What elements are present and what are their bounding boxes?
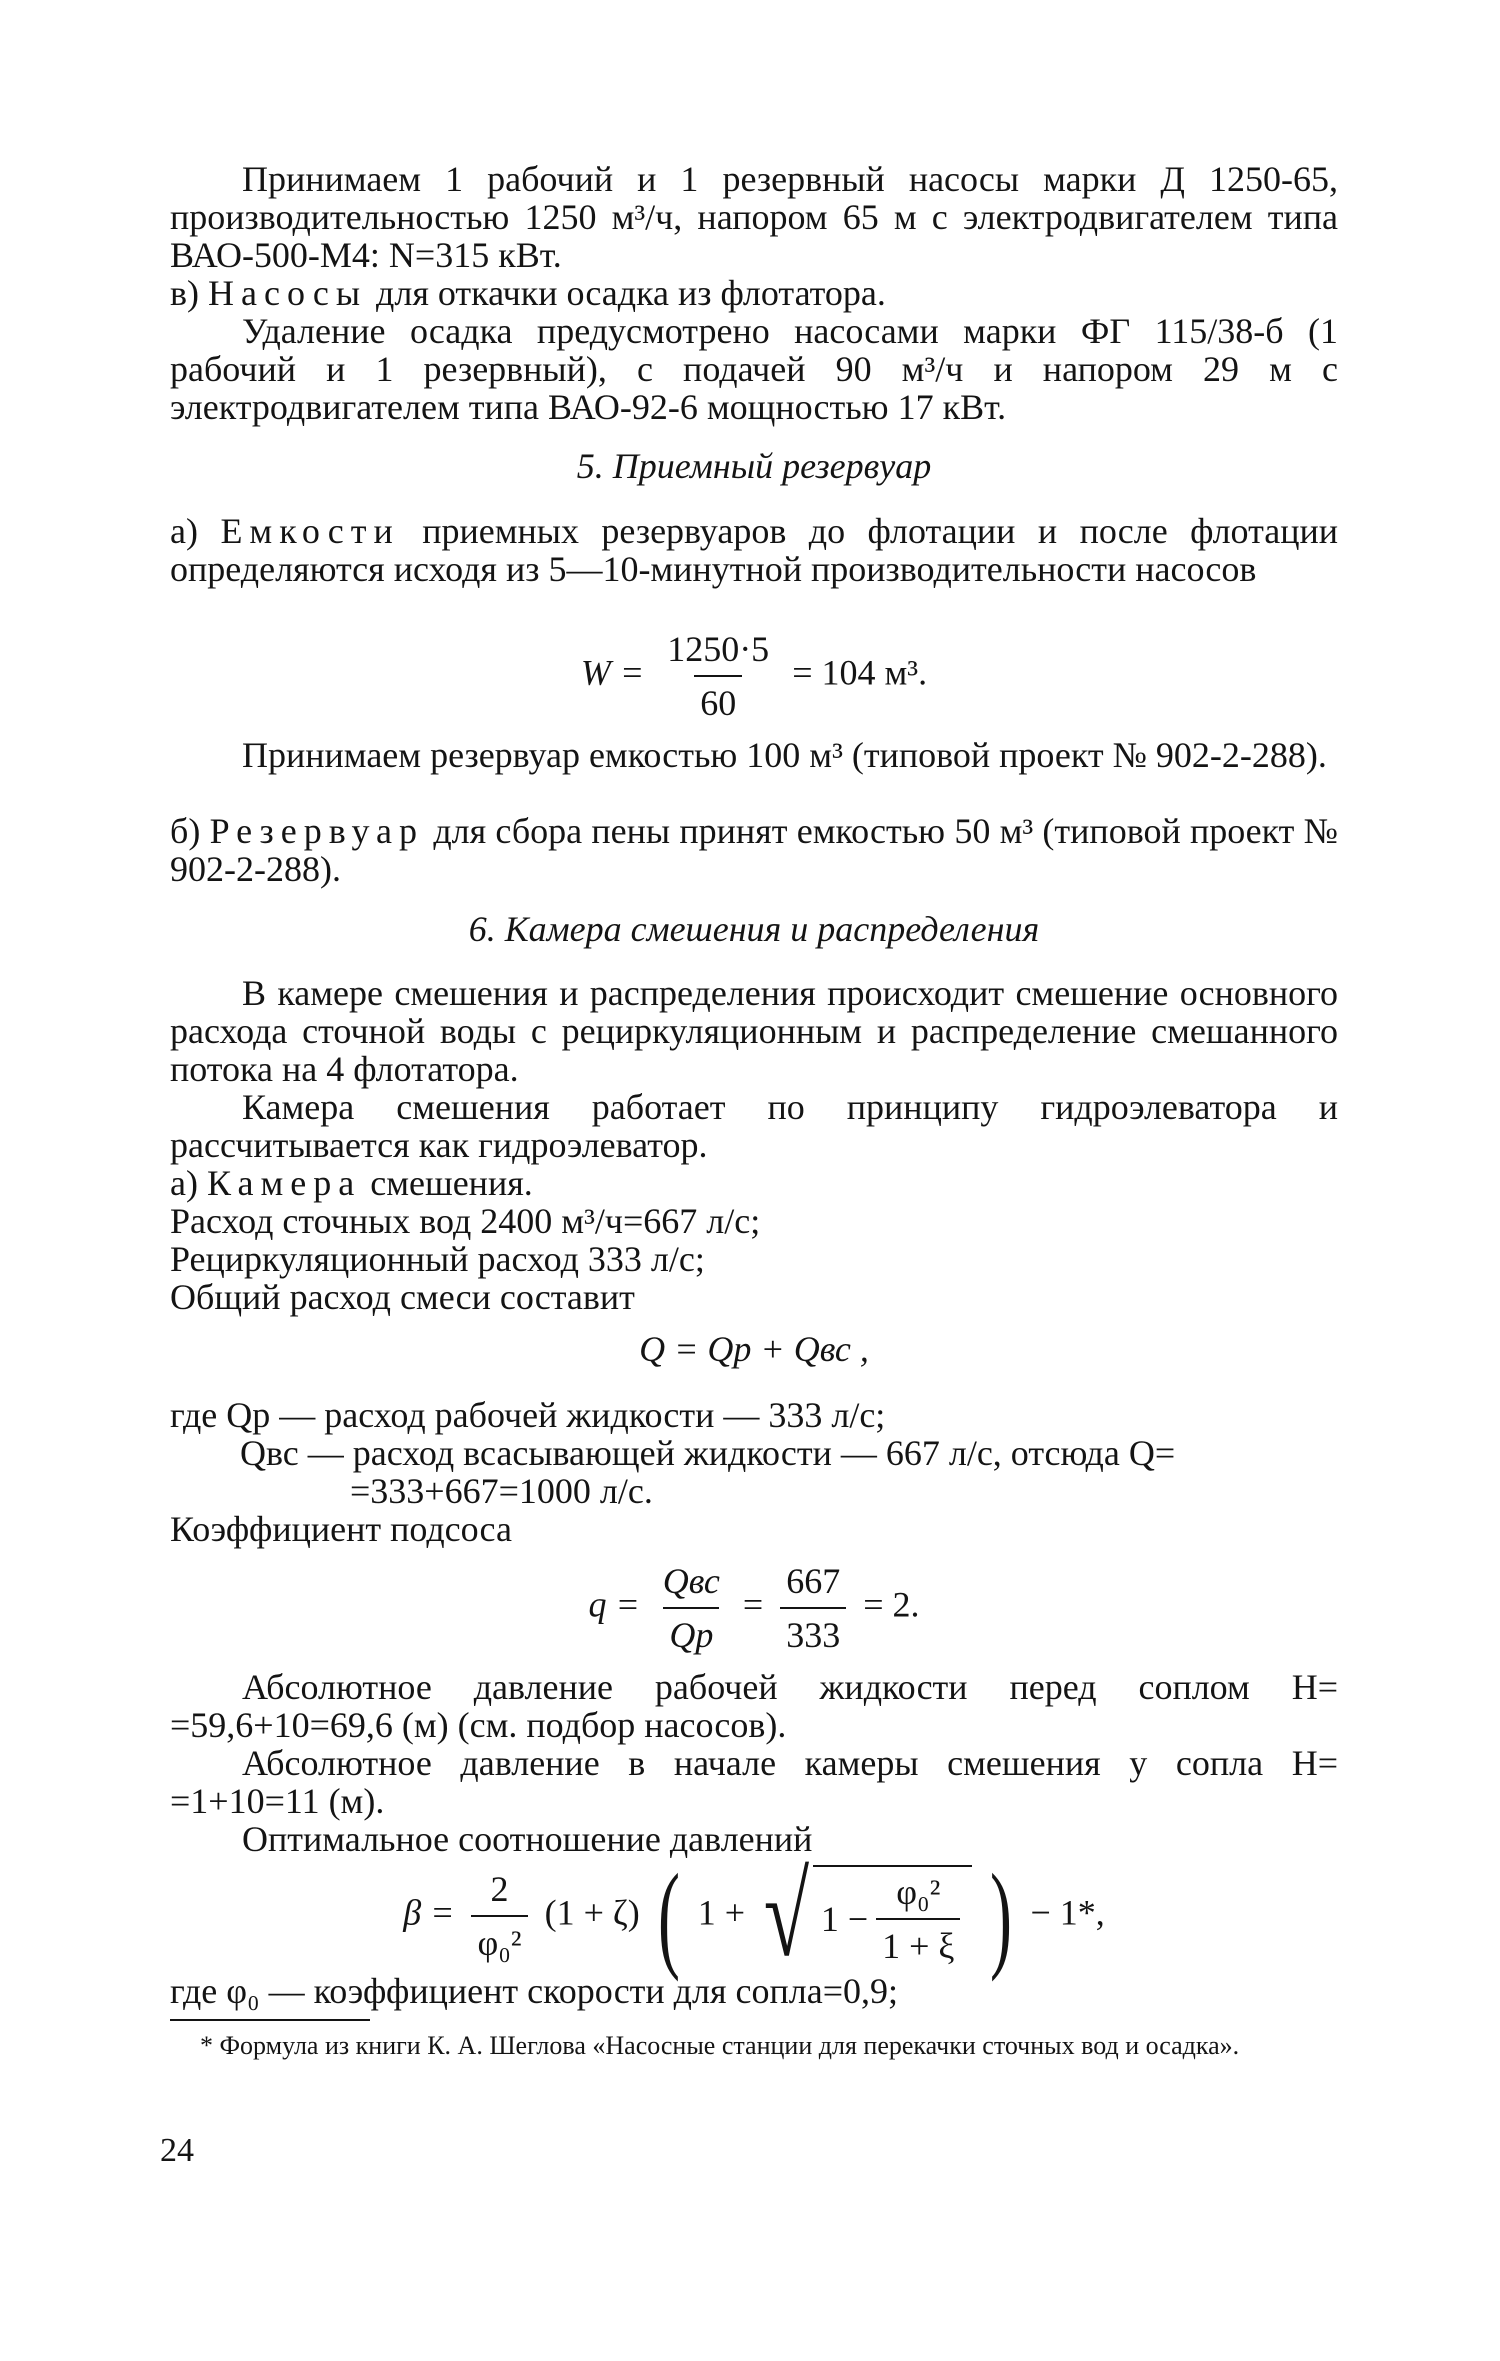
item-v [170, 274, 1338, 312]
numerator: 1250·5 [667, 629, 770, 669]
item-a-5 [170, 512, 1338, 588]
formula-lhs: W = [580, 652, 645, 693]
item-spaced-word: Резервуар [209, 811, 425, 851]
fraction [661, 628, 775, 724]
inner-one-plus: 1 + [697, 1892, 746, 1933]
radicand [813, 1865, 973, 1967]
item-a-6 [170, 1164, 1338, 1202]
line-total-flow: Общий расход смеси составит [170, 1277, 635, 1317]
item-b-5 [170, 812, 1338, 888]
formula-lhs: β = [403, 1892, 455, 1933]
paragraph-optimal-ratio: Оптимальное соотношение давлений [242, 1819, 813, 1859]
footnote: * Формула из книги К. А. Шеглова «Насосные станции для перекачки сточных вод и осадка». [200, 2031, 1240, 2060]
item-spaced-word: Насосы [208, 273, 368, 313]
where-qp: где Qр — расход рабочей жидкости — 333 л/с; [170, 1395, 886, 1435]
section-heading-6: 6. Камера смешения и распределения [468, 909, 1040, 949]
numerator: Qвс [662, 1561, 720, 1601]
formula-tail: − 1*, [1030, 1892, 1105, 1933]
left-paren: ( [657, 1849, 680, 1982]
fraction-flows [657, 1560, 726, 1656]
formula-beta [170, 1849, 1338, 1982]
item-spaced-word: Емкости [220, 511, 400, 551]
item-label: б) [170, 811, 201, 851]
formula-lhs: q = [588, 1584, 640, 1625]
where-phi: где φ₀ — коэффициент скорости для сопла=0,9; [170, 1971, 898, 2011]
fraction-two-phi [471, 1868, 527, 1964]
paragraph-tank: Принимаем резервуар емкостью 100 м³ (типовой проект № 902-2-288). [242, 735, 1327, 775]
footnote-divider [170, 2019, 370, 2021]
where-qvs: Qвс — расход всасывающей жидкости — 667 л/с, отсюда Q= [240, 1433, 1176, 1473]
paragraph-sludge: Удаление осадка предусмотрено насосами марки ФГ 115/38-б (1 рабочий и 1 резервный), с подачей 90 м³/ч и напором 29 м с электродвигателем типа ВАО-92-6 мощностью 17 кВт. [170, 311, 1338, 427]
denominator: 1 + ξ [876, 1918, 960, 1967]
paragraph-pressure-chamber: Абсолютное давление в начале камеры смешения у сопла H= =1+10=11 (м). [170, 1743, 1338, 1821]
formula-suction-ratio [170, 1560, 1338, 1656]
numerator: 667 [786, 1561, 841, 1601]
paragraph-hydroelevator: Камера смешения работает по принципу гидроэлеватора и рассчитывается как гидроэлеватор. [170, 1087, 1338, 1165]
radical-sign-icon: √ [763, 1850, 810, 1981]
line-recirculation-flow: Рециркуляционный расход 333 л/с; [170, 1239, 705, 1279]
formula-w [170, 628, 1338, 724]
denominator: 60 [694, 675, 742, 724]
fraction-values [780, 1560, 846, 1656]
paragraph-pumps: Принимаем 1 рабочий и 1 резервный насосы марки Д 1250-65, производительностью 1250 м³/ч, напором 65 м с электродвигателем типа ВАО-500-М4: N=315 кВт. [170, 159, 1338, 275]
right-paren: ) [990, 1849, 1013, 1982]
item-spaced-word: Камера [206, 1163, 362, 1203]
formula-q-text: Q = Qр + Qвс , [639, 1329, 869, 1369]
page-number: 24 [160, 2132, 194, 2169]
square-root [754, 1850, 972, 1981]
denominator: φ₀² [471, 1915, 527, 1964]
fraction-radicand [876, 1871, 960, 1967]
denominator: 333 [780, 1607, 846, 1656]
item-text: приемных резервуаров до флотации и после флотации определяются исходя из 5—10-минутной производительности насосов [170, 511, 1339, 589]
numerator: φ₀² [896, 1872, 941, 1912]
item-text: смешения. [370, 1163, 533, 1203]
formula-rhs: = 2. [863, 1584, 920, 1625]
radicand-one-minus: 1 − [820, 1899, 869, 1939]
item-label: а) [170, 511, 198, 551]
item-label: в) [170, 273, 199, 313]
line-suction-coefficient: Коэффициент подсоса [170, 1509, 512, 1549]
line-wastewater-flow: Расход сточных вод 2400 м³/ч=667 л/с; [170, 1201, 761, 1241]
factor-zeta: (1 + ζ) [544, 1892, 640, 1933]
numerator: 2 [490, 1869, 509, 1909]
paragraph-pressure-nozzle: Абсолютное давление рабочей жидкости перед соплом H= =59,6+10=69,6 (м) (см. подбор насосов). [170, 1667, 1338, 1745]
item-label: а) [170, 1163, 198, 1203]
item-text: для откачки осадка из флотатора. [376, 273, 886, 313]
equals-sign: = [742, 1584, 764, 1625]
section-heading-5: 5. Приемный резервуар [576, 446, 932, 486]
where-qvs-continued: =333+667=1000 л/с. [350, 1471, 653, 1511]
item-text: для сбора пены принят емкостью 50 м³ (типовой проект № 902-2-288). [170, 811, 1339, 889]
paragraph-mixing: В камере смешения и распределения происходит смешение основного расхода сточной воды с рециркуляционным и распределение смешанного потока на 4 флотатора. [170, 973, 1338, 1089]
formula-q [170, 1328, 1338, 1370]
formula-rhs: = 104 м³. [792, 652, 928, 693]
denominator: Qр [663, 1607, 719, 1656]
